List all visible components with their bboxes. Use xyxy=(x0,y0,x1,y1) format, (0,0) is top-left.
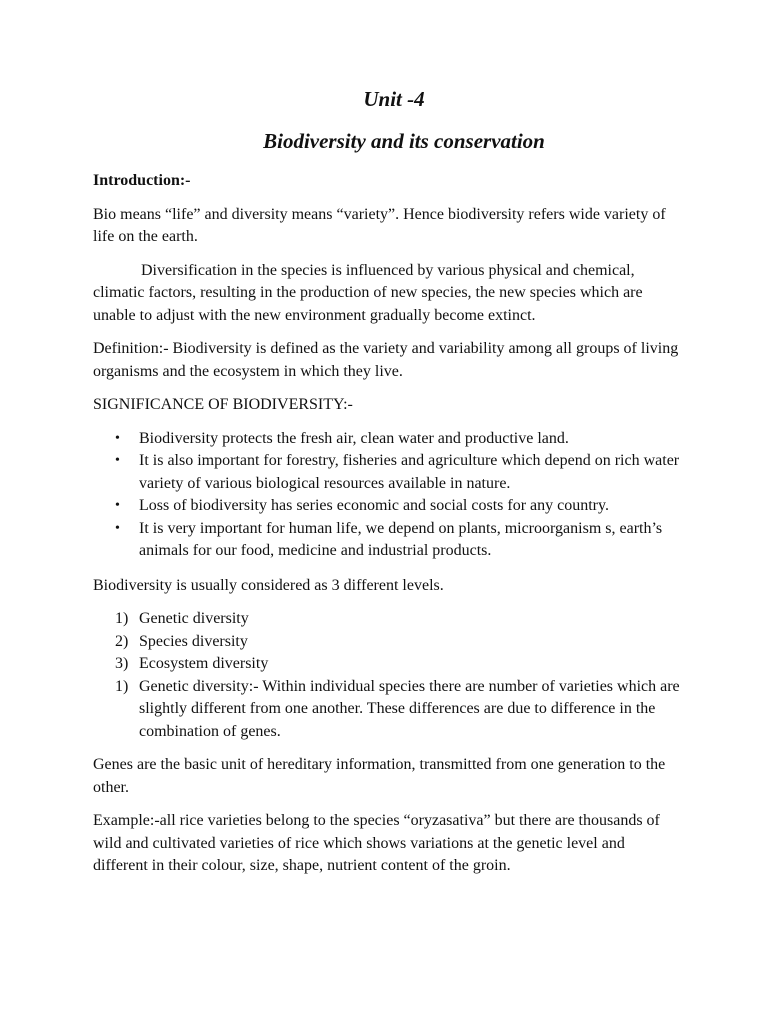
list-item: • Biodiversity protects the fresh air, clean water and productive land. xyxy=(115,428,683,451)
significance-list xyxy=(93,428,683,563)
list-item: 2) Species diversity xyxy=(115,631,683,654)
document-body xyxy=(93,170,683,889)
document-title: Biodiversity and its conservation xyxy=(263,129,545,153)
paragraph-levels-intro: Biodiversity is usually considered as 3 different levels. xyxy=(93,576,444,594)
significance-heading: SIGNIFICANCE OF BIODIVERSITY:- xyxy=(93,396,353,413)
bullet-icon: • xyxy=(115,430,120,446)
list-number: 1) xyxy=(115,610,129,627)
list-item: • It is also important for forestry, fisheries and agriculture which depend on rich water variety of various biological resources available in nature. xyxy=(115,452,680,492)
introduction-heading: Introduction:- xyxy=(93,172,191,189)
paragraph-diversification: Diversification in the species is influenced by various physical and chemical, climatic factors, resulting in the production of new species, the new species which are unable to adjust with the new environment gradually become extinct. xyxy=(93,261,643,324)
list-item: • It is very important for human life, we depend on plants, microorganism s, earth’s animals for our food, medicine and industrial products. xyxy=(115,519,663,559)
paragraph-definition: Definition:- Biodiversity is defined as the variety and variability among all groups of living organisms and the ecosystem in which they live. xyxy=(93,340,679,380)
levels-list xyxy=(93,608,683,743)
list-item: 1) Genetic diversity xyxy=(115,608,683,631)
unit-title: Unit -4 xyxy=(363,87,425,111)
list-number: 2) xyxy=(115,632,129,650)
paragraph-bio-means: Bio means “life” and diversity means “variety”. Hence biodiversity refers wide variety of life on the earth. xyxy=(93,205,666,245)
list-item: 3) Ecosystem diversity xyxy=(115,653,683,676)
bullet-icon: • xyxy=(115,453,120,468)
bullet-icon: • xyxy=(115,520,120,536)
list-item: • Loss of biodiversity has series economic and social costs for any country. xyxy=(115,495,683,518)
list-number: 1) xyxy=(115,677,129,695)
bullet-icon: • xyxy=(115,498,120,513)
paragraph-genes: Genes are the basic unit of hereditary information, transmitted from one generation to the other. xyxy=(93,756,666,796)
list-item: 1) Genetic diversity:- Within individual species there are number of varieties which are slightly different from one another. These differences are due to difference in the combination of genes. xyxy=(115,677,680,740)
list-number: 3) xyxy=(115,655,129,672)
paragraph-example: Example:-all rice varieties belong to the species “oryzasativa” but there are thousands of wild and cultivated varieties of rice which shows variations at the genetic level and different in their colour, size, shape, nutrient content of the groin. xyxy=(93,812,660,874)
